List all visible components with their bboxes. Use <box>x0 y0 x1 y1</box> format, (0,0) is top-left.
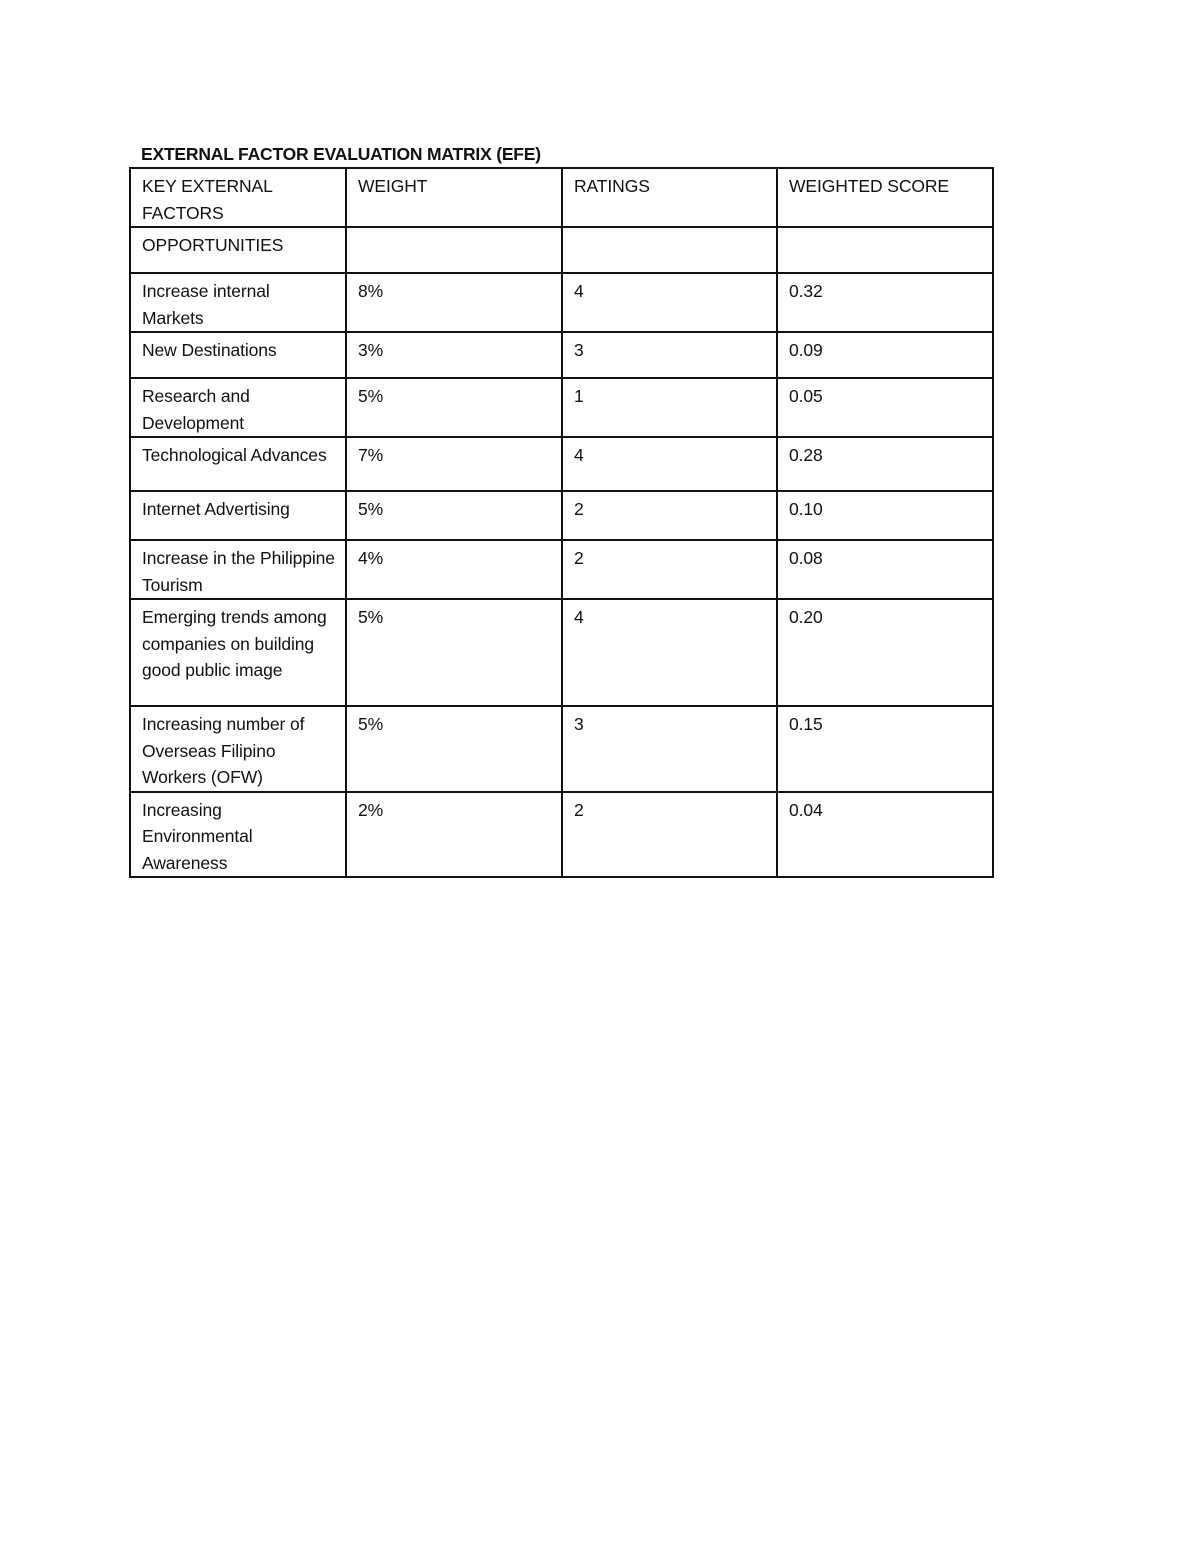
factor-cell: Increase internal Markets <box>130 273 346 332</box>
score-cell: 0.05 <box>777 378 993 437</box>
rating-cell: 2 <box>562 540 777 599</box>
weight-cell: 3% <box>346 332 562 378</box>
header-weighted-score: WEIGHTED SCORE <box>777 168 993 227</box>
table-row <box>130 491 993 540</box>
score-cell: 0.09 <box>777 332 993 378</box>
section-row-opportunities <box>130 227 993 273</box>
table-row <box>130 273 993 332</box>
table-row <box>130 332 993 378</box>
empty-cell <box>777 227 993 273</box>
table-row <box>130 437 993 491</box>
weight-cell: 7% <box>346 437 562 491</box>
rating-cell: 4 <box>562 437 777 491</box>
weight-cell: 2% <box>346 792 562 878</box>
score-cell: 0.28 <box>777 437 993 491</box>
empty-cell <box>562 227 777 273</box>
rating-cell: 3 <box>562 706 777 792</box>
factor-cell: Increase in the Philippine Tourism <box>130 540 346 599</box>
score-cell: 0.20 <box>777 599 993 706</box>
factor-cell: New Destinations <box>130 332 346 378</box>
document-title: EXTERNAL FACTOR EVALUATION MATRIX (EFE) <box>141 144 541 164</box>
header-weight: WEIGHT <box>346 168 562 227</box>
weight-cell: 8% <box>346 273 562 332</box>
rating-cell: 3 <box>562 332 777 378</box>
factor-cell: Internet Advertising <box>130 491 346 540</box>
weight-cell: 5% <box>346 599 562 706</box>
weight-cell: 4% <box>346 540 562 599</box>
table-row <box>130 540 993 599</box>
table-row <box>130 792 993 878</box>
weight-cell: 5% <box>346 706 562 792</box>
table-row <box>130 706 993 792</box>
rating-cell: 2 <box>562 491 777 540</box>
weight-cell: 5% <box>346 491 562 540</box>
efe-matrix-table <box>129 167 994 878</box>
header-row <box>130 168 993 227</box>
score-cell: 0.32 <box>777 273 993 332</box>
factor-cell: Increasing number of Overseas Filipino Workers (OFW) <box>130 706 346 792</box>
table-row <box>130 599 993 706</box>
score-cell: 0.15 <box>777 706 993 792</box>
rating-cell: 2 <box>562 792 777 878</box>
score-cell: 0.08 <box>777 540 993 599</box>
factor-cell: Increasing Environmental Awareness <box>130 792 346 878</box>
rating-cell: 4 <box>562 599 777 706</box>
score-cell: 0.04 <box>777 792 993 878</box>
factor-cell: Technological Advances <box>130 437 346 491</box>
factor-cell: Research and Development <box>130 378 346 437</box>
weight-cell: 5% <box>346 378 562 437</box>
score-cell: 0.10 <box>777 491 993 540</box>
section-label: OPPORTUNITIES <box>130 227 346 273</box>
empty-cell <box>346 227 562 273</box>
rating-cell: 1 <box>562 378 777 437</box>
header-ratings: RATINGS <box>562 168 777 227</box>
factor-cell: Emerging trends among companies on building good public image <box>130 599 346 706</box>
table-row <box>130 378 993 437</box>
rating-cell: 4 <box>562 273 777 332</box>
header-key-external-factors: KEY EXTERNAL FACTORS <box>130 168 346 227</box>
